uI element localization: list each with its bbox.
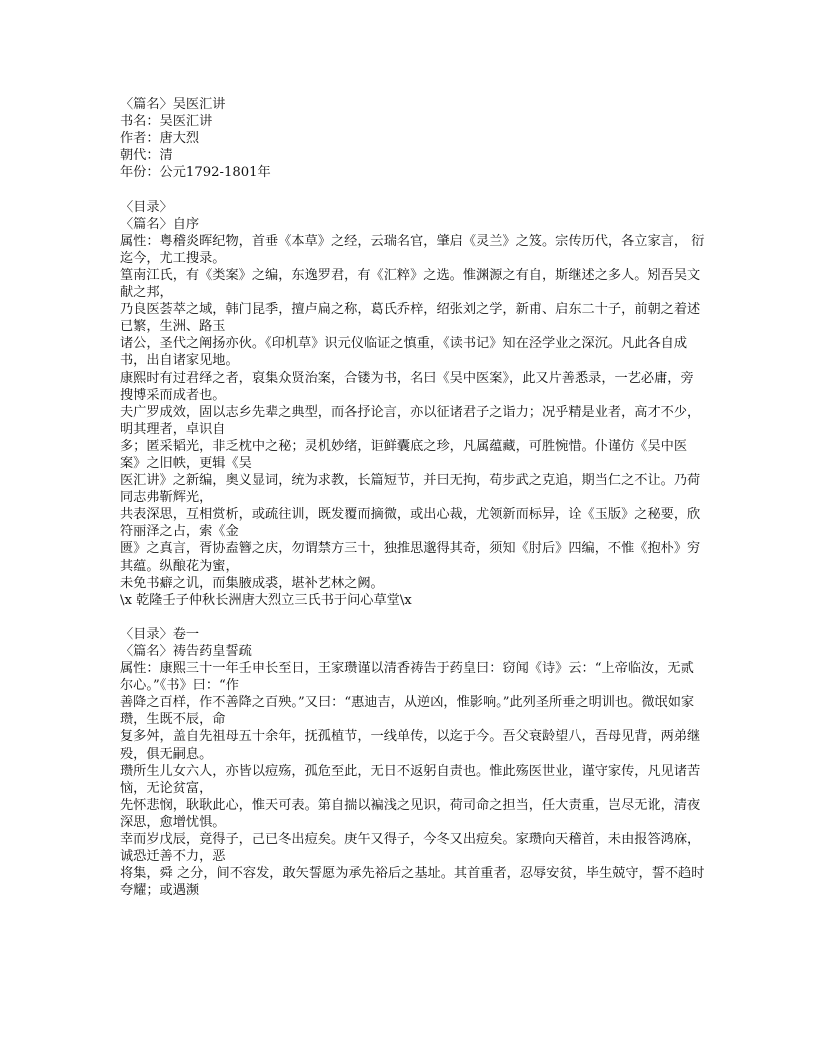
text-line: 将集，舜 之分，间不容发，敢矢誓愿为承先裕后之基址。其首重者，忍辱安贫，毕生兢守，誓不趋时夸耀；或遇濒 <box>120 866 705 899</box>
text-line: 匮》之真言，胥协盍簪之庆，勿谓禁方三十，独推思邈得其奇，须知《肘后》四编，不惟《抱朴》穷其蕴。纵酿花为蜜， <box>120 541 701 574</box>
section-toc-label: 〈目录〉 <box>120 199 173 215</box>
text-line: 先怀悲悯，耿耿此心，惟天可表。第自揣以褊浅之见识，荷司命之担当，任大责重，岂尽无讹，清夜深思，愈增忧惧。 <box>120 797 701 830</box>
text-line: 未免书癖之讥，而集腋成裘，堪补艺林之阙。 <box>120 575 384 591</box>
section-toc-label: 〈目录〉卷一 <box>120 626 200 642</box>
book-year: 年份：公元1792-1801年 <box>120 165 271 181</box>
section-title: 〈篇名〉祷告药皇誓疏 <box>120 644 252 659</box>
text-line: 医汇讲》之新编，奥义显词，统为求教，长篇短节，并曰无拘，苟步武之克追，期当仁之不让。乃荷同志弗靳辉光， <box>120 473 701 506</box>
book-author: 作者：唐大烈 <box>120 131 200 147</box>
signature-line: \x 乾隆壬子仲秋长洲唐大烈立三氏书于问心草堂\x <box>120 592 412 608</box>
book-dynasty: 朝代：清 <box>120 148 173 164</box>
text-line: 夫广罗成效，固以志乡先辈之典型，而各抒论言，亦以征诸君子之诣力；况乎精是业者，高才不少，明其理者，卓识自 <box>120 404 701 437</box>
text-line: 乃良医荟萃之域，韩门昆季，擅卢扁之称，葛氏乔梓，绍张刘之学，新甫、启东二十子，前朝之着述已繁，生洲、路玉 <box>120 302 701 335</box>
text-line: 篁南江氏，有《类案》之编，东逸罗君，有《汇粹》之选。惟渊源之有自，斯继述之多人。矧吾吴文献之邦， <box>120 267 701 301</box>
text-line: 复多舛，盖自先祖母五十余年，抚孤植节，一线单传，以迄于今。吾父衰龄望八，吾母见背，两弟继殁，俱无嗣息。 <box>120 729 701 762</box>
text-line: 属性：粤稽炎晖纪物，首垂《本草》之经，云瑞名官，肇启《灵兰》之笈。宗传历代，各立家言， 衍迄今，尤工搜录。 <box>120 233 705 266</box>
text-line: 多；匿采韬光，非乏枕中之秘；灵机妙绪，讵鲜囊底之珍，凡属蕴藏，可胜惋惜。仆谨仿《吴中医案》之旧帙，更辑《吴 <box>120 438 688 471</box>
text-line: 诸公，圣代之阐扬亦伙。《印机草》识元仪临证之慎重，《读书记》知在泾学业之深沉。凡此各自成书，出自诸家见地。 <box>120 336 688 369</box>
section-title: 〈篇名〉自序 <box>120 216 200 232</box>
section-vow <box>120 626 706 900</box>
spacer <box>120 609 706 626</box>
text-line: 康熙时有过君绎之者，裒集众贤治案，合镂为书，名曰《吴中医案》，此又片善悉录，一艺必庸，旁搜博采而成者也。 <box>120 370 694 403</box>
document-page <box>120 96 706 899</box>
text-line: 善降之百样，作不善降之百殃。”又曰：“惠迪吉，从逆凶，惟影响。”此列圣所垂之明训也。微氓如家瓒，生既不辰，命 <box>120 695 695 728</box>
section-preface <box>120 199 706 609</box>
book-title-heading: 〈篇名〉吴医汇讲 <box>120 97 226 112</box>
text-line: 幸而岁戊辰，竟得子，己已冬出痘矣。庚午又得子，今冬又出痘矣。家瓒向天稽首，未由报答鸿庥，诚恐迁善不力，恶 <box>120 832 701 865</box>
text-line: 共表深思，互相赏析，或疏往训，既发覆而摘微，或出心裁，尤领新而标异，诠《玉版》之秘要，欣符丽泽之占，索《金 <box>120 507 701 540</box>
book-metadata <box>120 96 706 181</box>
text-line: 瓒所生儿女六人，亦皆以痘殇，孤危至此，无日不返躬自责也。惟此殇医世业，谨守家传，凡见诸苦恼，无论贫富， <box>120 763 701 796</box>
text-line: 属性：康熙三十一年壬申长至日，王家瓒谨以清香祷告于药皇曰：窃闻《诗》云：“上帝临汝，无贰尔心。”《书》曰：“作 <box>120 661 694 694</box>
spacer <box>120 181 706 198</box>
book-name: 书名：吴医汇讲 <box>120 114 213 130</box>
